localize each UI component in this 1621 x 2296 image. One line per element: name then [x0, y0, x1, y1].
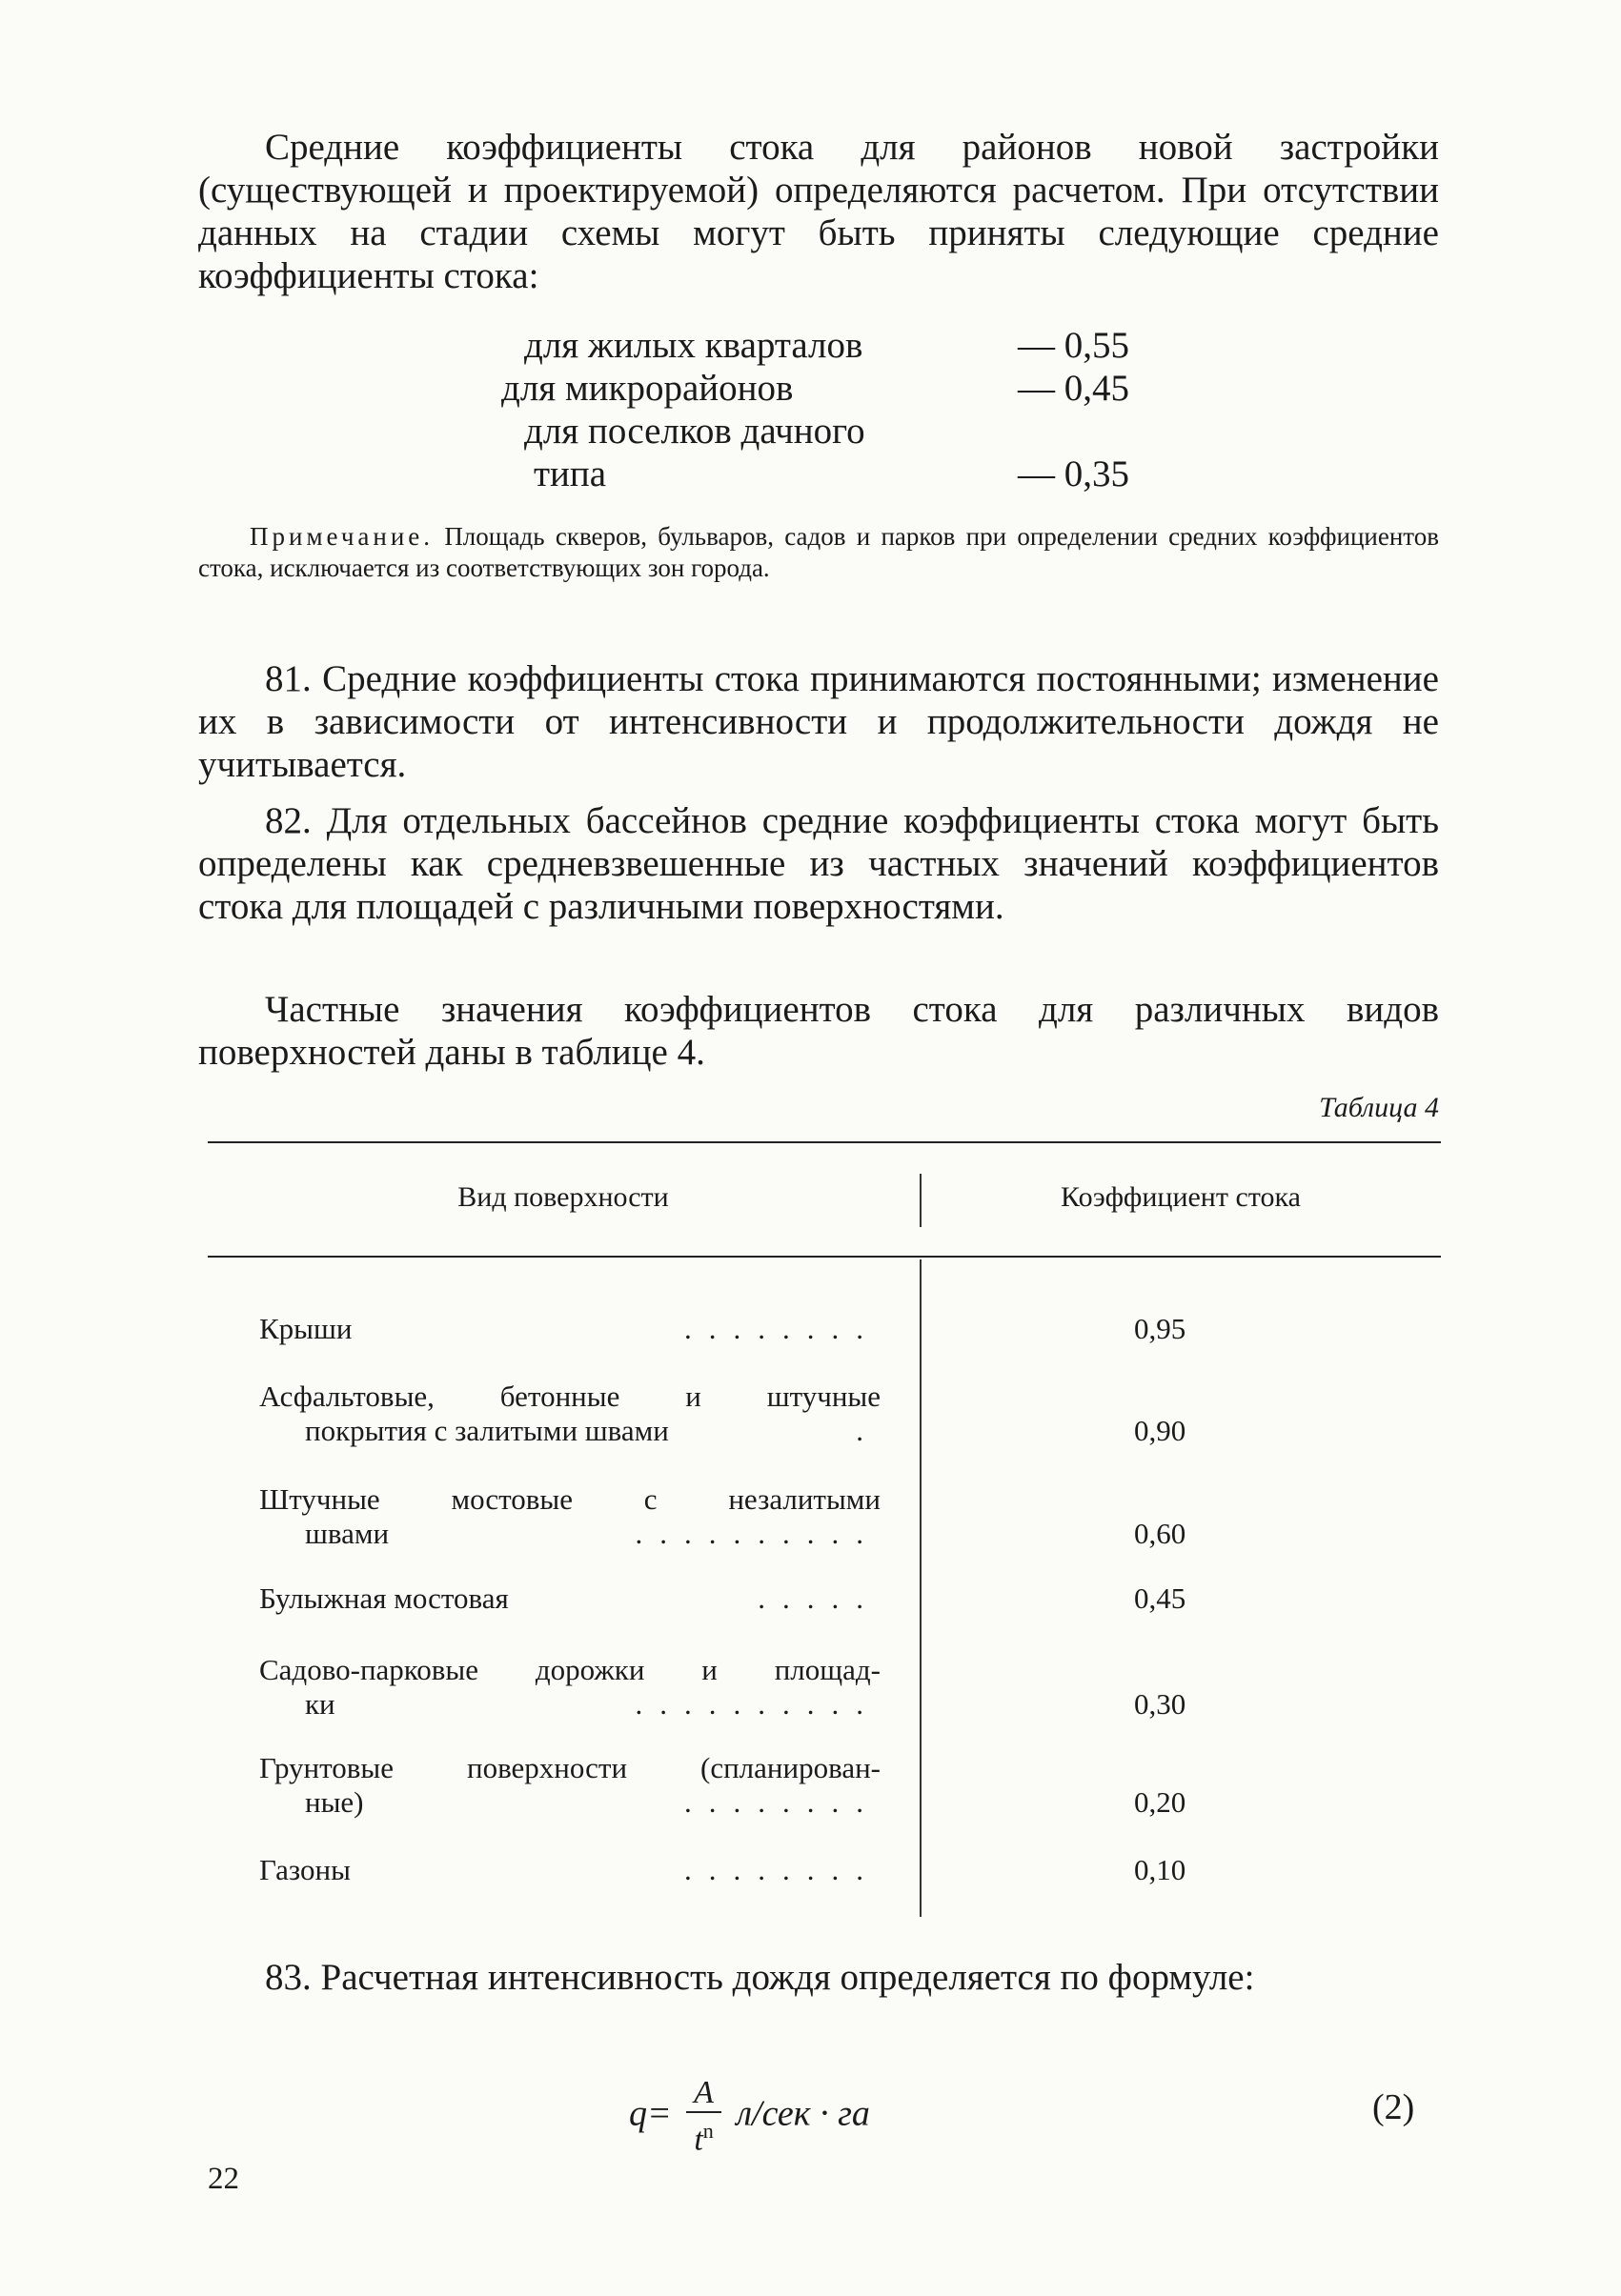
- leader-dots: ........: [684, 1785, 881, 1819]
- coef-row-dacha: [496, 410, 1182, 453]
- formula-lhs: q=: [629, 2093, 672, 2134]
- equation-number: (2): [1372, 2087, 1415, 2127]
- table-row: [259, 1581, 881, 1616]
- coefficient-cell: 0,45: [1134, 1581, 1186, 1615]
- coefficient-cell: 0,30: [1134, 1687, 1186, 1721]
- note-heading: Примечание.: [250, 522, 435, 551]
- table-row: [259, 1653, 881, 1722]
- paragraph-83: 83. Расчетная интенсивность дождя определяется по формуле:: [265, 1957, 1255, 1998]
- table-title: Таблица 4: [1319, 1092, 1439, 1123]
- formula-denominator: [686, 2113, 721, 2158]
- surface-name: Штучные мостовые с незалитыми: [259, 1482, 881, 1516]
- surface-name: Булыжная мостовая: [259, 1581, 509, 1615]
- formula-numerator: A: [686, 2075, 721, 2113]
- rain-intensity-formula: [629, 2075, 870, 2158]
- formula-fraction: [686, 2075, 721, 2158]
- surface-name: Крыши: [259, 1312, 353, 1345]
- leader-dots: ..........: [635, 1517, 881, 1550]
- formula-units: л/сек · га: [736, 2093, 870, 2134]
- coef-row-microdistrict: [496, 367, 1182, 410]
- coef-label: для микрорайонов: [501, 368, 794, 409]
- coefficient-cell: 0,10: [1134, 1853, 1186, 1886]
- surface-name-continued: ные): [305, 1785, 364, 1819]
- coefficient-cell: 0,20: [1134, 1785, 1186, 1819]
- coef-row-residential: [496, 324, 1182, 367]
- formula-denominator-base: t: [694, 2122, 703, 2158]
- coef-row-dacha-type: [496, 453, 1182, 495]
- table-header-rule: [208, 1256, 1441, 1258]
- intro-paragraph: Средние коэффициенты стока для районов новой застройки (существующей и проектируемой) определяются расчетом. При отсутствии данных на стадии схемы могут быть приняты следующие средние коэффициенты стока:: [198, 127, 1439, 296]
- paragraph-81: 81. Средние коэффициенты стока принимаются постоянными; изменение их в зависимости от интенсивности и продолжительности дождя не учитывается.: [198, 658, 1439, 785]
- coef-value: — 0,35: [1018, 453, 1129, 494]
- table-row: [259, 1312, 881, 1346]
- coefficient-cell: 0,95: [1134, 1312, 1186, 1345]
- header-surface-type: Вид поверхности: [457, 1181, 669, 1213]
- surface-name-continued: ки: [305, 1687, 335, 1721]
- surface-name: Грунтовые поверхности (спланирован-: [259, 1751, 881, 1784]
- leader-dots: .....: [758, 1581, 881, 1615]
- paragraph-82: 82. Для отдельных бассейнов средние коэффициенты стока могут быть определены как средневзвешенные из частных значений коэффициентов стока для площадей с различными поверхностями.: [198, 800, 1439, 927]
- note-paragraph: [198, 521, 1439, 584]
- surface-name: Садово-парковые дорожки и площад-: [259, 1653, 881, 1686]
- header-runoff-coefficient: Коэффициент стока: [1061, 1181, 1301, 1213]
- paragraph-82-continued: Частные значения коэффициентов стока для различных видов поверхностей даны в таблице 4.: [198, 989, 1439, 1073]
- coef-label: для поселков дачного: [524, 411, 865, 452]
- leader-dots: ........: [684, 1853, 881, 1886]
- coefficient-list: [496, 324, 1182, 495]
- coefficient-cell: 0,60: [1134, 1517, 1186, 1550]
- coef-label: типа: [534, 453, 607, 494]
- leader-dots: .: [856, 1414, 881, 1447]
- table-top-rule: [208, 1141, 1441, 1143]
- coef-value: — 0,55: [1018, 325, 1129, 366]
- coef-label: для жилых кварталов: [524, 325, 863, 366]
- surface-name: Газоны: [259, 1853, 351, 1886]
- table-row: [259, 1853, 881, 1887]
- body-column-separator: [920, 1259, 922, 1917]
- surface-name: Асфальтовые, бетонные и штучные: [259, 1380, 881, 1413]
- table-row: [259, 1380, 881, 1448]
- coefficient-cell: 0,90: [1134, 1414, 1186, 1447]
- leader-dots: ..........: [635, 1687, 881, 1721]
- formula-exponent: n: [702, 2119, 714, 2143]
- leader-dots: ........: [684, 1312, 881, 1345]
- table-row: [259, 1751, 881, 1820]
- note-text: Площадь скверов, бульваров, садов и парков при определении средних коэффициентов стока, исключается из соответствующих зон города.: [198, 522, 1439, 582]
- coef-value: — 0,45: [1018, 368, 1129, 409]
- page-number: 22: [208, 2162, 239, 2196]
- surface-name-continued: покрытия с залитыми швами: [305, 1414, 669, 1447]
- surface-name-continued: швами: [305, 1517, 390, 1550]
- table-row: [259, 1482, 881, 1551]
